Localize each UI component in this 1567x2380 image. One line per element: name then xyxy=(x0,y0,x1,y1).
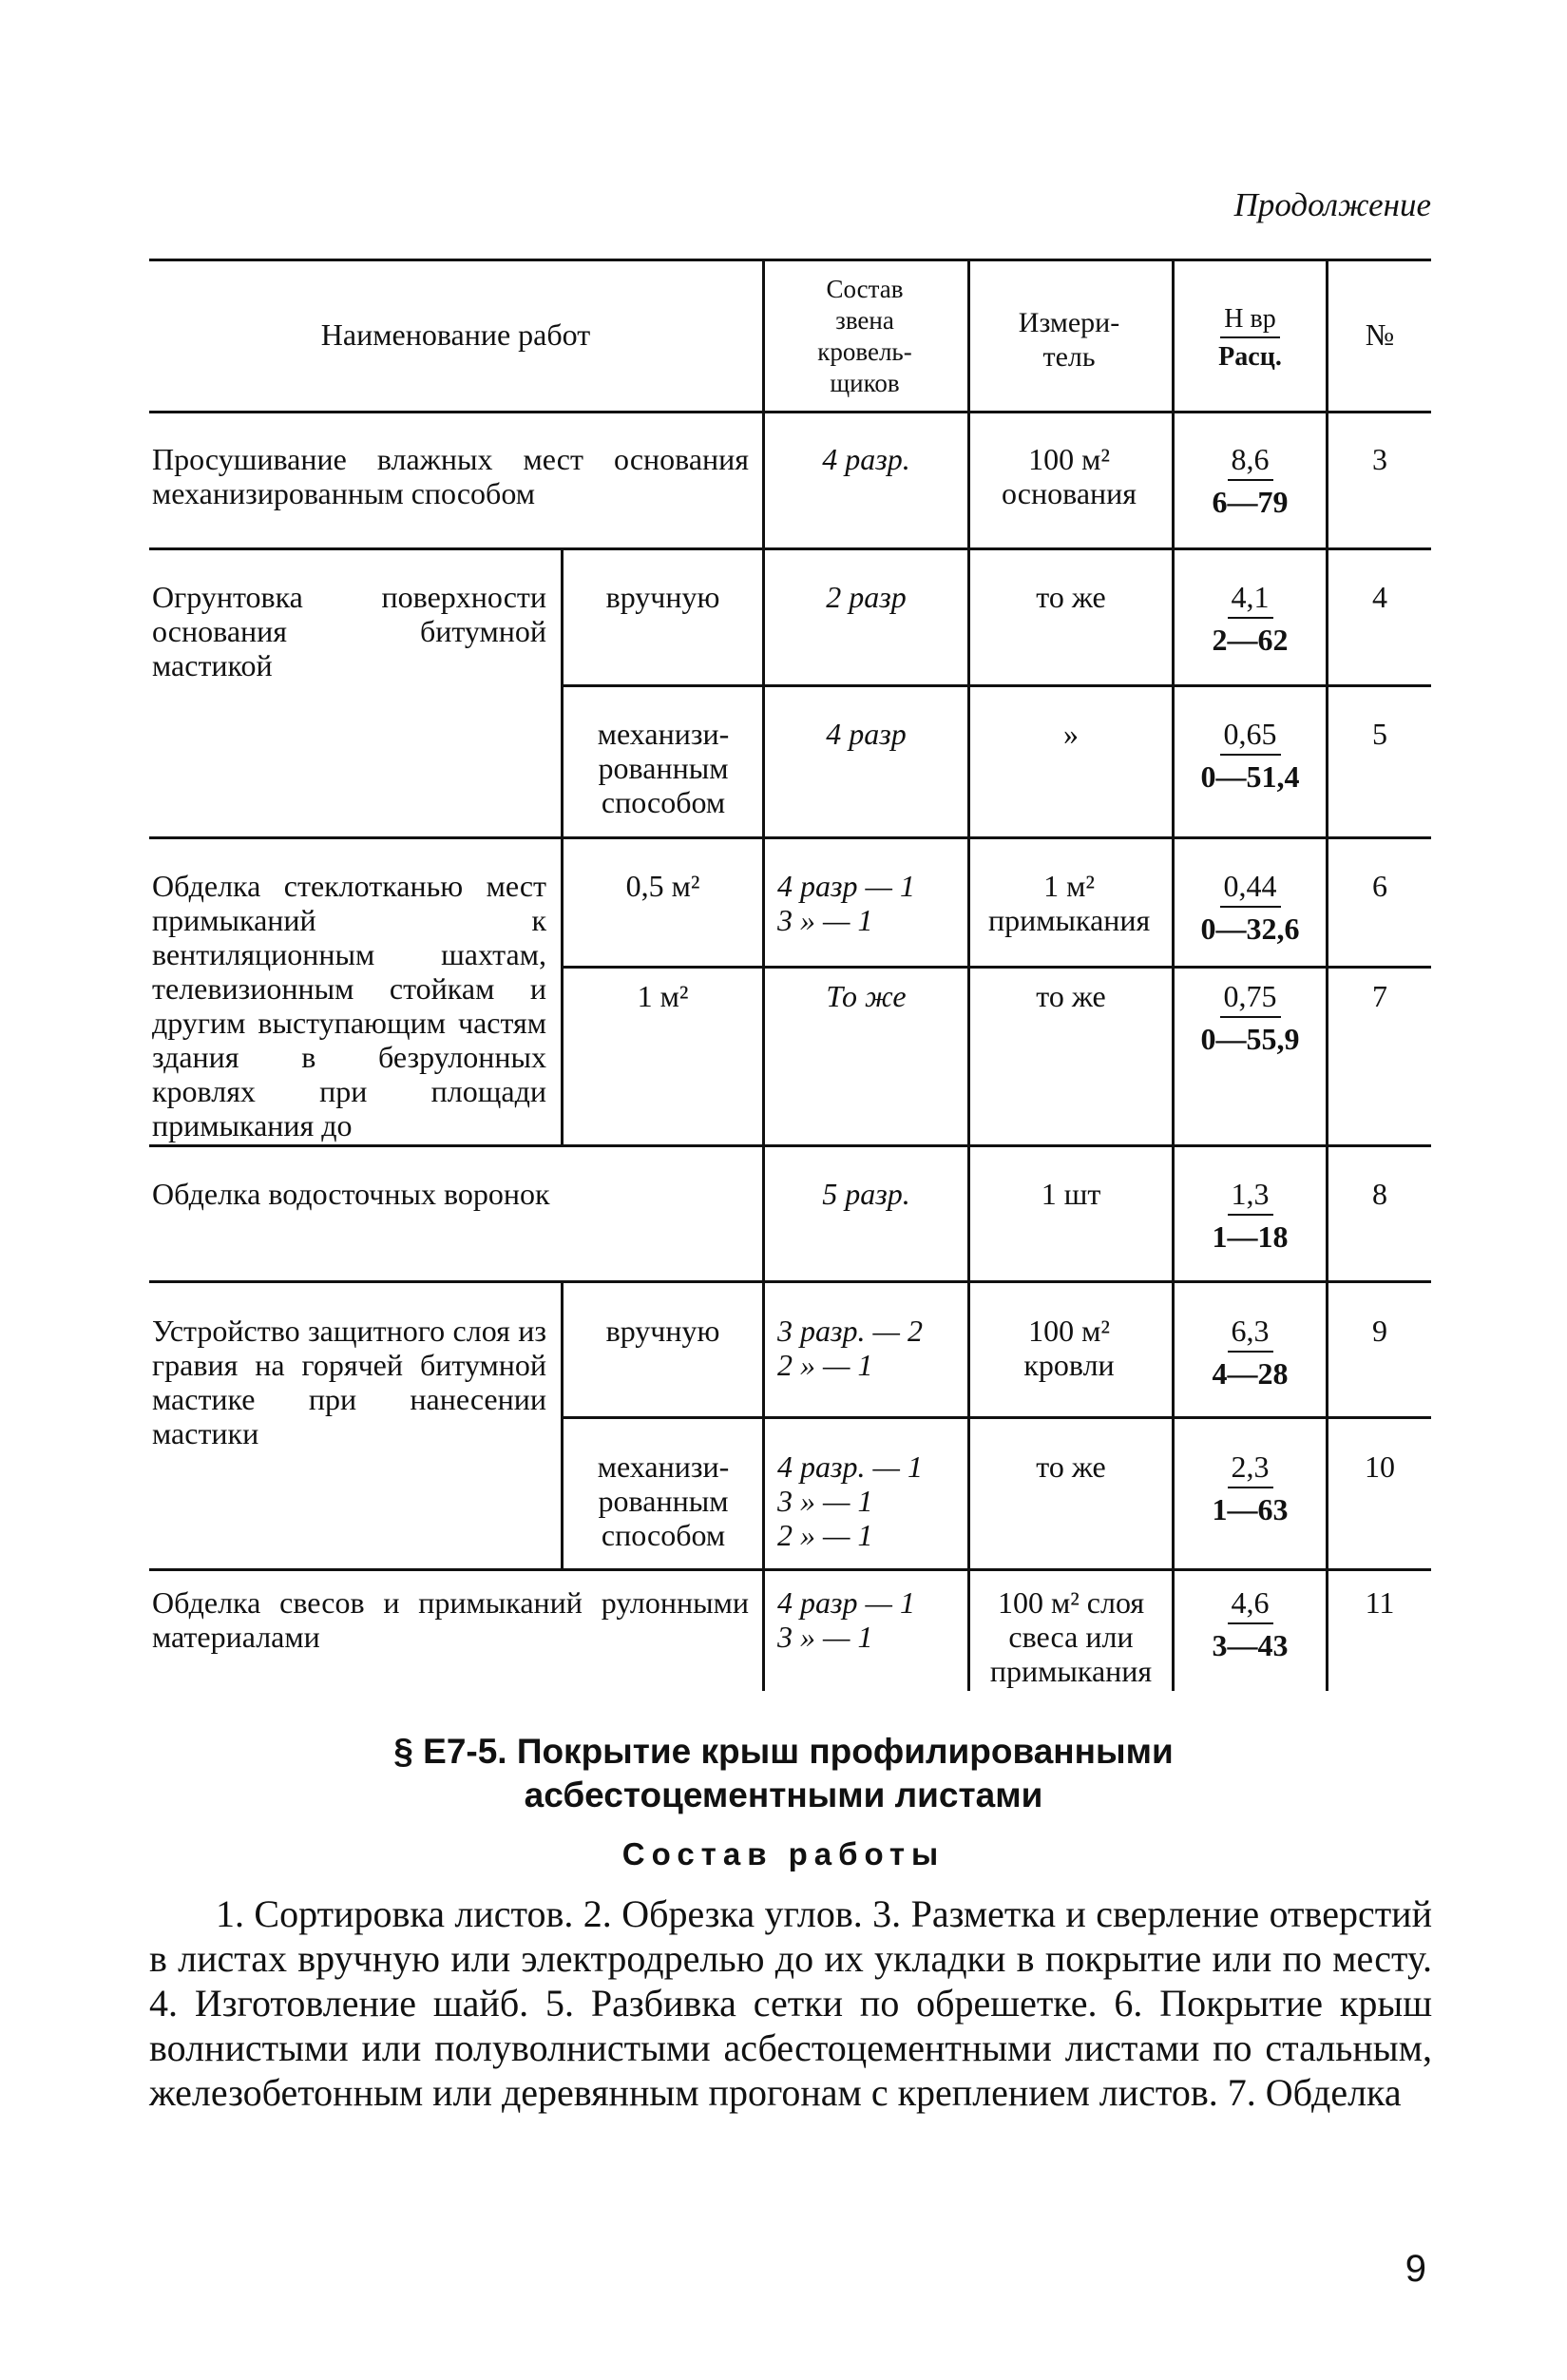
table-rule xyxy=(149,1144,1431,1147)
row-11-name: Обделка свесов и примыканий рулонными материалами xyxy=(152,1585,749,1654)
row-10-time: 2,3 xyxy=(1228,1449,1273,1488)
table-rule xyxy=(149,547,1431,550)
row-8-crew: 5 разр. xyxy=(822,1177,910,1211)
row-5-method: механизи- рованным способом xyxy=(597,717,730,819)
continuation-label: Продолжение xyxy=(1233,186,1431,223)
row-6-crew xyxy=(777,869,963,937)
header-name: Наименование работ xyxy=(320,317,591,352)
table-rule xyxy=(149,836,1431,839)
row-11-time: 4,6 xyxy=(1228,1585,1273,1624)
row-9-crew-line-1: 3 разр. — 2 xyxy=(777,1314,923,1348)
header-norm-time: Н вр xyxy=(1220,304,1279,338)
row-9-method: вручную xyxy=(605,1314,720,1348)
row-5-unit: » xyxy=(1063,717,1079,751)
row-7-method: 1 м² xyxy=(637,979,689,1013)
row-5-norm xyxy=(1175,717,1326,795)
row-9-crew-line-2: 2 » — 1 xyxy=(777,1348,873,1382)
section-title-line-2: асбестоцементными листами xyxy=(524,1775,1043,1814)
row-9-rate: 4—28 xyxy=(1212,1356,1289,1391)
row-4-name: Огрунтовка поверхности основания битумной мастикой xyxy=(152,580,546,682)
row-3-norm xyxy=(1175,442,1326,520)
row-7-unit: то же xyxy=(1036,979,1106,1013)
row-10-rate: 1—63 xyxy=(1212,1492,1289,1526)
row-9-unit: 100 м² кровли xyxy=(1023,1314,1115,1382)
row-6-number: 6 xyxy=(1372,869,1387,903)
table-rule xyxy=(149,259,1431,261)
row-8-norm xyxy=(1175,1177,1326,1255)
section-title xyxy=(143,1730,1424,1817)
table-rule xyxy=(149,1280,1431,1283)
row-10-method: механизи- рованным способом xyxy=(597,1449,730,1552)
header-unit: Измери- тель xyxy=(1018,307,1120,373)
row-8-name: Обделка водосточных воронок xyxy=(152,1177,550,1211)
row-5-time: 0,65 xyxy=(1220,717,1281,756)
row-6-norm xyxy=(1175,869,1326,947)
row-4-method: вручную xyxy=(605,580,720,614)
row-8-rate: 1—18 xyxy=(1212,1219,1289,1254)
header-norm-rate: Расц. xyxy=(1218,342,1282,372)
row-7-norm xyxy=(1175,979,1326,1057)
row-6-crew-line-2: 3 » — 1 xyxy=(777,903,873,937)
row-6-crew-line-1: 4 разр — 1 xyxy=(777,869,915,903)
row-11-crew xyxy=(777,1585,963,1654)
row-11-rate: 3—43 xyxy=(1212,1628,1289,1662)
row-5-crew: 4 разр xyxy=(826,717,907,751)
row-4-rate: 2—62 xyxy=(1212,623,1289,657)
section-body: 1. Сортировка листов. 2. Обрезка углов. 3. Разметка и сверление отверстий в листах вручную или электродрелью до их укладки в покрытие или по месту. 4. Изготовление шайб. 5. Разбивка сетки по обрешетке. 6. Покрытие крыш волнистыми или полуволнистыми асбестоцементными листами по стальным, железобетонным или деревянным прогонам с креплением листов. 7. Обделка xyxy=(149,1892,1432,2114)
row-10-crew-line-3: 2 » — 1 xyxy=(777,1518,873,1552)
row-9-number: 9 xyxy=(1372,1314,1387,1348)
row-9-norm xyxy=(1175,1314,1326,1392)
row-5-rate: 0—51,4 xyxy=(1200,759,1300,794)
row-6-unit: 1 м² примыкания xyxy=(988,869,1151,937)
row-8-number: 8 xyxy=(1372,1177,1387,1211)
page-number: 9 xyxy=(1405,2248,1426,2290)
row-9-time: 6,3 xyxy=(1228,1314,1273,1353)
row-3-unit: 100 м² основания xyxy=(1002,442,1137,510)
row-8-time: 1,3 xyxy=(1228,1177,1273,1216)
row-6-method: 0,5 м² xyxy=(625,869,700,903)
row-9-name: Устройство защитного слоя из гравия на горячей битумной мастике при нанесении мастики xyxy=(152,1314,546,1450)
row-11-number: 11 xyxy=(1365,1585,1395,1620)
header-number: № xyxy=(1365,317,1395,352)
row-4-number: 4 xyxy=(1372,580,1387,614)
row-7-time: 0,75 xyxy=(1220,979,1281,1018)
section-subtitle: Состав работы xyxy=(621,1836,946,1871)
row-3-time: 8,6 xyxy=(1228,442,1273,481)
row-3-crew: 4 разр. xyxy=(822,442,910,476)
table-rule xyxy=(561,1416,1431,1419)
row-6-rate: 0—32,6 xyxy=(1200,912,1300,946)
row-11-unit: 100 м² слоя свеса или примыкания xyxy=(989,1585,1153,1688)
section-title-line-1: § Е7-5. Покрытие крыш профилированными xyxy=(393,1732,1174,1771)
row-3-number: 3 xyxy=(1372,442,1387,476)
row-4-norm xyxy=(1175,580,1326,658)
row-11-crew-line-1: 4 разр — 1 xyxy=(777,1585,915,1620)
row-11-norm xyxy=(1175,1585,1326,1663)
table-rule xyxy=(561,966,1431,969)
row-5-number: 5 xyxy=(1372,717,1387,751)
row-3-rate: 6—79 xyxy=(1212,485,1289,519)
row-10-number: 10 xyxy=(1365,1449,1395,1484)
header-norm xyxy=(1175,304,1326,373)
row-10-unit: то же xyxy=(1036,1449,1106,1484)
row-10-crew-line-2: 3 » — 1 xyxy=(777,1484,873,1518)
table-rule xyxy=(149,1568,1431,1571)
header-crew: Состав звена кровель- щиков xyxy=(817,275,912,397)
row-10-crew-line-1: 4 разр. — 1 xyxy=(777,1449,923,1484)
row-10-norm xyxy=(1175,1449,1326,1527)
row-4-unit: то же xyxy=(1036,580,1106,614)
table-rule xyxy=(149,411,1431,413)
row-10-crew xyxy=(777,1449,963,1552)
row-4-crew: 2 разр xyxy=(826,580,907,614)
row-6-time: 0,44 xyxy=(1220,869,1281,908)
table-rule xyxy=(561,684,1431,687)
row-7-number: 7 xyxy=(1372,979,1387,1013)
row-8-unit: 1 шт xyxy=(1041,1177,1101,1211)
row-4-time: 4,1 xyxy=(1228,580,1273,619)
row-7-rate: 0—55,9 xyxy=(1200,1022,1300,1056)
row-6-name: Обделка стеклотканью мест примыканий к вентиляционным шахтам, телевизионным стойкам и другим выступающим частям здания в безрулонных кровлях при площади примыкания до xyxy=(152,869,546,1142)
row-9-crew xyxy=(777,1314,963,1382)
row-11-crew-line-2: 3 » — 1 xyxy=(777,1620,873,1654)
row-3-name: Просушивание влажных мест основания механизированным способом xyxy=(152,442,749,510)
row-7-crew: То же xyxy=(826,979,907,1013)
